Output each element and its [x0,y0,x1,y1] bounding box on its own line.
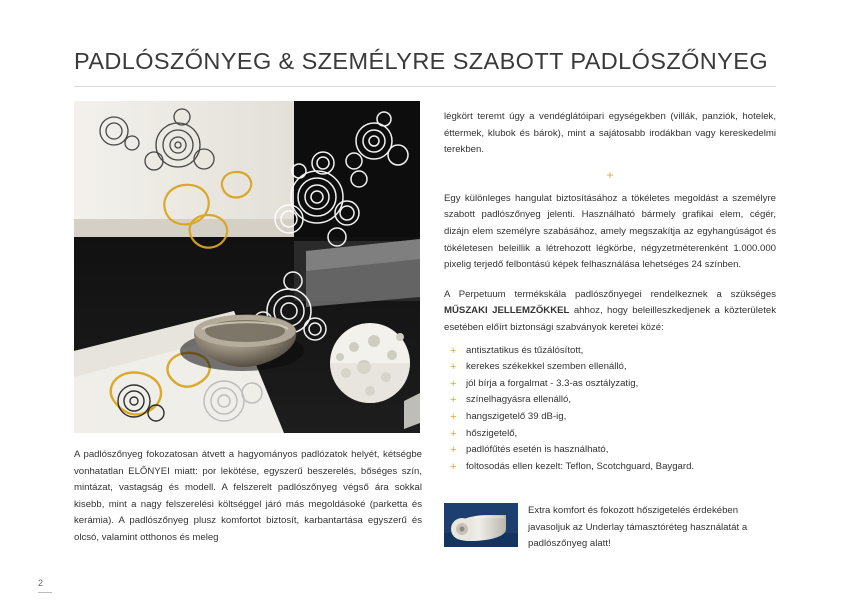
left-column-paragraph: A padlószőnyeg fokozatosan átvett a hagyományos padlózatok helyét, kétségbe vonhatatlan ELŐNYEI miatt: por lekötése, egyszerű beszerelés, bőséges szín, mintázat, vastagság és modell. A felszerelt padlószőnyeg végső ára sokkal kisebb, mint a nagy felszerelési költséggel járó más megoldásoké (parketta és kerámia). A padlószőnyeg plusz komfortot biztosít, karbantartása egyszerű és olcsó, valamint otthonos és meleg [74,449,422,543]
technical-feature-list [444,343,776,476]
list-item [444,376,776,393]
plus-bullet-icon: + [450,377,457,390]
right-column [444,109,776,475]
list-item [444,392,776,409]
list-item [444,409,776,426]
paragraph-intro: légkört teremt úgy a vendéglátóipari egységekben (villák, panziók, hotelek, éttermek, klubok és bárok), mint a sajátosabb irodákban vagy kereskedelmi terekben. [444,111,776,156]
page-number: 2 [38,578,44,588]
technical-text-start: A Perpetuum termékskála padlószőnyegei rendelkeznek a szükséges [444,288,776,300]
list-item [444,343,776,360]
plus-bullet-icon: + [450,460,457,473]
list-item-label: padlófűtés esetén is használható, [466,444,609,456]
plus-bullet-icon: + [450,410,457,423]
plus-bullet-icon: + [450,427,457,440]
plus-separator: + [606,167,614,182]
list-item-label: foltosodás ellen kezelt: Teflon, Scotchguard, Baygard. [466,460,695,472]
main-photo [74,101,420,433]
technical-emphasis: MŰSZAKI JELLEMZŐKKEL [444,305,570,317]
list-item-label: hőszigetelő, [466,427,518,439]
paragraph-custom-carpet: Egy különleges hangulat biztosításához a tökéletes megoldást a személyre szabott padlószőnyeg jelenti. Használható bármely grafikai elem, cégér, dizájn elem személyre szabásához, amely megszakítja az egyhangúságot és tökéletesen beleillik a létrehozott légkörbe, négyzetméterenként 1.000.000 pixelig terjedő felbontású képek felhasználása lehetséges 24 színben. [444,192,776,271]
title-divider [74,86,776,87]
list-item [444,459,776,476]
underlay-note-text: Extra komfort és fokozott hőszigetelés érdekében javasoljuk az Underlay támasztóréteg használatát a padlószőnyeg alatt! [528,505,748,550]
list-item-label: jól bírja a forgalmat - 3.3-as osztályzatig, [466,377,639,389]
list-item-label: színelhagyásra ellenálló, [466,394,572,406]
underlay-note [444,503,776,553]
plus-bullet-icon: + [450,444,457,457]
list-item-label: kerekes székekkel szemben ellenálló, [466,361,627,373]
underlay-roll-thumbnail [444,503,518,547]
technical-text-end: ahhoz, hogy beleilleszkedjenek a közterületek esetében előírt biztonsági szabványok keretei közé: [444,305,776,333]
list-item [444,359,776,376]
list-item [444,442,776,459]
page-title: PADLÓSZŐNYEG & SZEMÉLYRE SZABOTT PADLÓSZŐNYEG [74,48,768,74]
plus-bullet-icon: + [450,344,457,357]
list-item-label: hangszigetelő 39 dB-ig, [466,410,567,422]
paragraph-spacer [444,274,776,287]
plus-bullet-icon: + [450,361,457,374]
list-item-label: antisztatikus és tűzálósított, [466,344,584,356]
paragraph-technical [444,287,776,337]
page-number-rule [38,592,52,593]
list-item [444,426,776,443]
plus-bullet-icon: + [450,394,457,407]
